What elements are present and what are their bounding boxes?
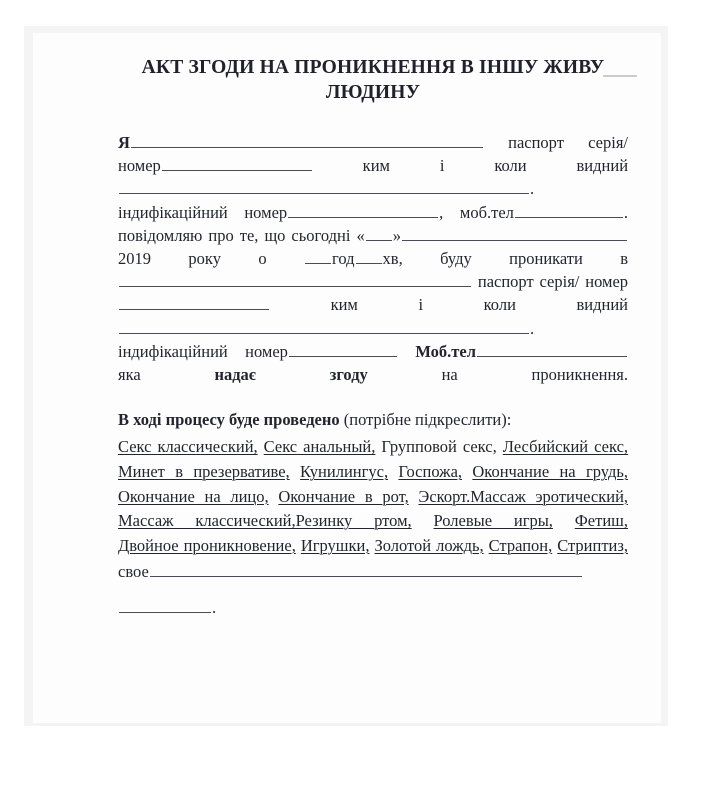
service-option[interactable]: Госпожа, <box>398 462 463 482</box>
partner-form-block <box>118 270 628 386</box>
service-option[interactable]: Окончание на грудь, <box>472 462 629 482</box>
service-option[interactable]: Окончание в рот, <box>278 486 409 506</box>
month-blank[interactable] <box>402 225 627 241</box>
services-heading <box>118 408 628 431</box>
services-list <box>118 435 628 558</box>
declarant-name-blank[interactable] <box>131 132 483 148</box>
partner-number-label: номер <box>585 272 629 292</box>
partner-series-label: серія/ <box>539 272 580 292</box>
of-year-label: року <box>188 249 221 269</box>
partner-number-blank[interactable] <box>119 294 269 310</box>
partner-mobile-blank[interactable] <box>477 341 627 357</box>
partner-mobile-label: Моб.тел <box>415 341 476 361</box>
page-title: АКТ ЗГОДИ НА ПРОНИКНЕННЯ В ІНШУ ЖИВУ ЛЮДИНУ <box>141 57 605 103</box>
tail-line <box>118 597 628 618</box>
hour-blank[interactable] <box>305 248 331 264</box>
own-option-label: свое <box>118 562 149 582</box>
minute-blank[interactable] <box>356 248 382 264</box>
id-number-label: індифікаційний номер <box>118 202 288 222</box>
declarant-form-block <box>118 131 628 270</box>
service-option[interactable]: Страпон, <box>488 535 553 555</box>
service-option[interactable]: Секс классический, <box>118 437 258 457</box>
passport-label: паспорт <box>508 133 564 152</box>
own-option-blank[interactable] <box>150 561 582 577</box>
year-value: 2019 <box>118 249 151 269</box>
declarant-line-6 <box>188 249 628 268</box>
penetration-word: проникнення. <box>531 365 629 385</box>
partner-id-blank[interactable] <box>289 341 397 357</box>
partner-passport-label: паспорт <box>477 272 534 292</box>
quote-close: » <box>392 225 401 245</box>
when-label: коли <box>494 156 527 176</box>
minute-label: хв, <box>382 249 403 269</box>
service-option[interactable]: Лесбийский секс, <box>502 437 629 457</box>
service-option[interactable]: Игрушки, <box>300 535 370 555</box>
into-label: в <box>620 249 629 269</box>
service-option[interactable]: Массаж классический,Резинку ртом, <box>118 511 412 531</box>
services-heading-bold: В ході процесу буде проведено <box>118 410 340 430</box>
who-label: яка <box>118 365 141 385</box>
line4-period: . <box>623 202 628 222</box>
service-option[interactable]: Минет в презервативе, <box>118 462 290 482</box>
declarant-issued-blank[interactable] <box>119 178 529 194</box>
pronoun-label: Я <box>118 133 130 152</box>
day-blank[interactable] <box>366 225 392 241</box>
partner-line-6 <box>531 365 628 384</box>
declarant-line-1 <box>118 133 588 152</box>
for-label: на <box>441 365 458 385</box>
own-option-line <box>118 560 628 585</box>
partner-line3-period: . <box>530 318 535 338</box>
tail-period: . <box>212 598 217 618</box>
mobile-label: моб.тел <box>459 202 514 222</box>
series-number-label: серія/номер <box>118 133 628 176</box>
service-option[interactable]: Фетиш, <box>574 511 628 531</box>
line3-period: . <box>530 179 535 199</box>
partner-name-blank[interactable] <box>119 271 471 287</box>
issued-label: видний <box>576 156 629 176</box>
penetrate-verb: проникати <box>509 249 583 269</box>
at-label: о <box>258 249 267 269</box>
document-body <box>118 55 628 618</box>
partner-when-label: коли <box>483 295 516 315</box>
service-option[interactable]: Групповой секс, <box>381 437 497 457</box>
partner-line-4 <box>118 342 415 361</box>
partner-id-number-label: індифікаційний номер <box>118 341 288 361</box>
partner-and-label: і <box>418 295 424 315</box>
id-comma: , <box>439 202 460 222</box>
consent-label: згоду <box>329 365 368 385</box>
service-option[interactable]: Стриптиз, <box>557 535 629 555</box>
service-option[interactable]: Двойное проникновение, <box>118 535 296 555</box>
partner-line-1 <box>118 272 585 291</box>
service-option[interactable]: Эскорт.Массаж эротический, <box>418 486 629 506</box>
partner-issued-label: видний <box>576 295 628 315</box>
service-option[interactable]: Окончание на лицо, <box>118 486 269 506</box>
partner-issued-blank[interactable] <box>119 317 529 333</box>
declarant-series-number-blank[interactable] <box>162 155 312 171</box>
gives-label: надає <box>214 365 256 385</box>
will-label: буду <box>440 249 472 269</box>
service-option[interactable]: Золотой лождь, <box>374 535 484 555</box>
service-option[interactable]: Ролевые игры, <box>433 511 553 531</box>
service-option[interactable]: Кунилингус, <box>300 462 389 482</box>
service-option[interactable]: Секс анальный, <box>263 437 376 457</box>
declarant-mobile-blank[interactable] <box>515 201 623 217</box>
declaration-text: повідомляю про те, що сьогодні « <box>118 225 365 245</box>
and-label: і <box>439 156 445 176</box>
declarant-id-blank[interactable] <box>288 201 438 217</box>
partner-by-whom-label: ким <box>330 295 358 315</box>
services-heading-note: (потрібне підкреслити): <box>339 410 512 430</box>
tail-blank[interactable] <box>119 597 211 613</box>
by-whom-label: ким <box>362 156 390 176</box>
hour-label: год <box>332 249 355 269</box>
declarant-line-4 <box>118 203 628 222</box>
document-sheet <box>33 33 661 723</box>
